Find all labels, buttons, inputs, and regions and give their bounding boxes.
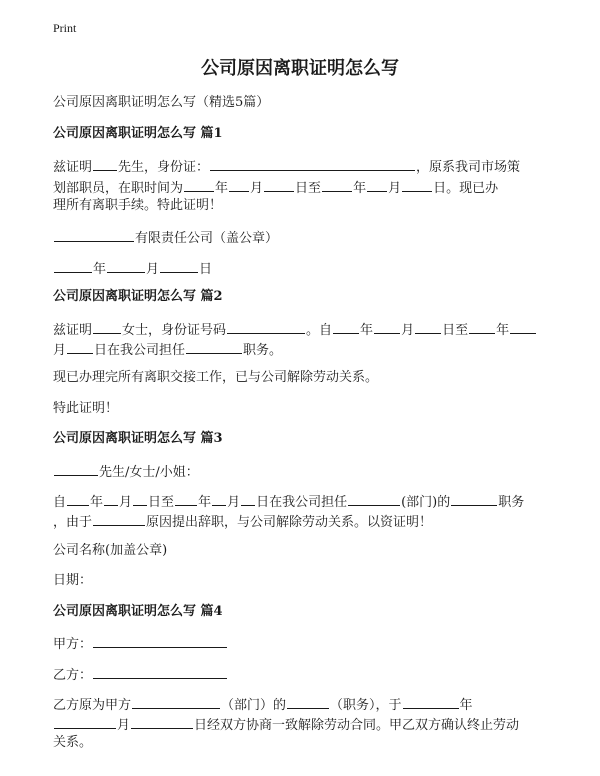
section-3-line-1: 自 年 月 日至 年 月 日在我公司担任 (部门)的 职务 bbox=[53, 492, 524, 511]
name-blank bbox=[93, 157, 117, 171]
section-2-paragraph: 现已办理完所有离职交接工作，已与公司解除劳动关系。 bbox=[53, 370, 379, 385]
section-3-company: 公司名称(加盖公章) bbox=[53, 543, 168, 558]
section-1-date: 年 月 日 bbox=[53, 259, 212, 278]
document-title: 公司原因离职证明怎么写 bbox=[201, 58, 399, 79]
section-1-company: 有限责任公司（盖公章） bbox=[53, 228, 278, 247]
party-a-blank bbox=[93, 634, 227, 648]
section-4-line-3: 关系。 bbox=[53, 735, 93, 750]
section-4-heading: 公司原因离职证明怎么写 篇4 bbox=[53, 604, 223, 619]
section-2-line-1: 兹证明 女士，身份证号码 。自 年 月 日至 年 bbox=[53, 320, 537, 339]
id-blank bbox=[210, 157, 415, 171]
document-intro: 公司原因离职证明怎么写（精选5篇） bbox=[53, 95, 270, 110]
section-1-line-3: 理所有离职手续。特此证明！ bbox=[53, 198, 223, 213]
section-2-heading: 公司原因离职证明怎么写 篇2 bbox=[53, 289, 223, 304]
section-1-line-1: 兹证明 先生，身份证： ，原系我司市场策 bbox=[53, 157, 520, 176]
print-link[interactable]: Print bbox=[53, 21, 77, 35]
section-1-heading: 公司原因离职证明怎么写 篇1 bbox=[53, 126, 223, 141]
party-b-blank bbox=[93, 665, 227, 679]
party-b-line: 乙方： bbox=[53, 665, 228, 684]
party-a-line: 甲方： bbox=[53, 634, 228, 653]
section-1-line-2: 划部职员，在职时间为 年 月 日至 年 月 日。现已办 bbox=[53, 178, 498, 197]
section-3-heading: 公司原因离职证明怎么写 篇3 bbox=[53, 431, 223, 446]
section-4-line-1: 乙方原为甲方 （部门）的 （职务），于 年 bbox=[53, 695, 473, 714]
section-2-closing: 特此证明！ bbox=[53, 401, 119, 416]
section-3-date: 日期： bbox=[53, 573, 93, 588]
section-3-salutation: 先生/女士/小姐： bbox=[53, 462, 199, 481]
section-3-line-2: ，由于 原因提出辞职，与公司解除劳动关系。以资证明！ bbox=[53, 512, 432, 531]
section-2-line-2: 月 日在我公司担任 职务。 bbox=[53, 340, 282, 359]
section-4-line-2: 月 日经双方协商一致解除劳动合同。甲乙双方确认终止劳动 bbox=[53, 715, 519, 734]
